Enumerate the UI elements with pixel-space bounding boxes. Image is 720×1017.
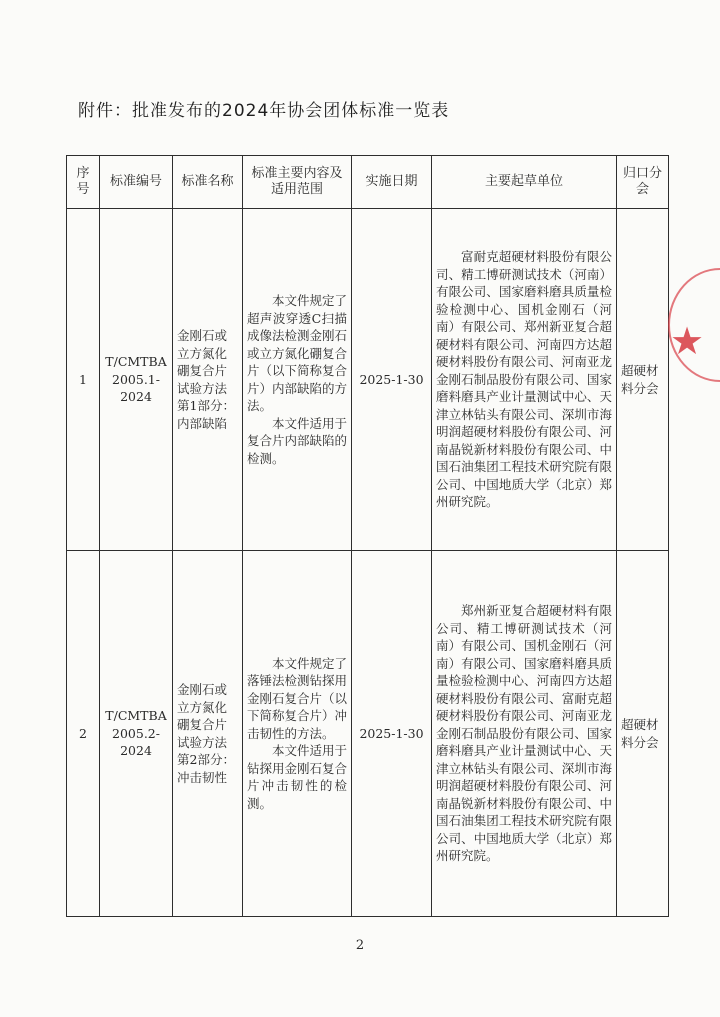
row-branch: 超硬材料分会: [617, 551, 669, 917]
row-name: 金刚石或立方氮化硼复合片试验方法 第1部分：内部缺陷: [173, 209, 243, 551]
row-units: 郑州新亚复合超硬材料有限公司、精工博研测试技术（河南）有限公司、国机金刚石（河南）有限公司、国家磨料磨具质量检验检测中心、河南四方达超硬材料股份有限公司、富耐克超硬材料股份有限公司、河南亚龙金刚石制品股份有限公司、国家磨料磨具产业计量测试中心、天津立林钻头有限公司、深圳市海明润超硬材料股份有限公司、河南晶锐新材料股份有限公司、中国石油集团工程技术研究院有限公司、中国地质大学（北京）郑州研究院。: [432, 551, 617, 917]
row-name: 金刚石或立方氮化硼复合片试验方法 第2部分：冲击韧性: [173, 551, 243, 917]
header-scope: 标准主要内容及适用范围: [243, 156, 352, 209]
row-branch: 超硬材料分会: [617, 209, 669, 551]
standards-table: [66, 155, 669, 917]
page-number: 2: [355, 938, 365, 953]
star-icon: ★: [670, 319, 705, 363]
scope-paragraph: 本文件规定了超声波穿透C扫描成像法检测金刚石或立方氮化硼复合片（以下简称复合片）内部缺陷的方法。: [247, 293, 348, 413]
header-units: 主要起草单位: [432, 156, 617, 209]
row-date: 2025-1-30: [352, 551, 432, 917]
row-index: 2: [67, 551, 100, 917]
row-code: T/CMTBA 2005.1-2024: [100, 209, 173, 551]
table-row: [67, 209, 669, 551]
row-scope: [243, 209, 352, 551]
header-index: 序号: [67, 156, 100, 209]
scope-paragraph: 本文件适用于复合片内部缺陷的检测。: [247, 415, 348, 466]
row-scope: [243, 551, 352, 917]
header-code: 标准编号: [100, 156, 173, 209]
table-row: [67, 551, 669, 917]
row-code: T/CMTBA 2005.2-2024: [100, 551, 173, 917]
document-title: 附件：批准发布的2024年协会团体标准一览表: [78, 101, 450, 121]
row-date: 2025-1-30: [352, 209, 432, 551]
scope-paragraph: 本文件规定了落锤法检测钻探用金刚石复合片（以下简称复合片）冲击韧性的方法。: [247, 655, 348, 741]
table-header-row: [67, 156, 669, 209]
row-index: 1: [67, 209, 100, 551]
row-units: 富耐克超硬材料股份有限公司、精工博研测试技术（河南）有限公司、国家磨料磨具质量检验检测中心、国机金刚石（河南）有限公司、郑州新亚复合超硬材料有限公司、河南四方达超硬材料股份有限公司、河南亚龙金刚石制品股份有限公司、国家磨料磨具产业计量测试中心、天津立林钻头有限公司、深圳市海明润超硬材料股份有限公司、河南晶锐新材料股份有限公司、中国石油集团工程技术研究院有限公司、中国地质大学（北京）郑州研究院。: [432, 209, 617, 551]
scope-paragraph: 本文件适用于钻探用金刚石复合片冲击韧性的检测。: [247, 743, 348, 811]
header-branch: 归口分会: [617, 156, 669, 209]
header-name: 标准名称: [173, 156, 243, 209]
header-date: 实施日期: [352, 156, 432, 209]
